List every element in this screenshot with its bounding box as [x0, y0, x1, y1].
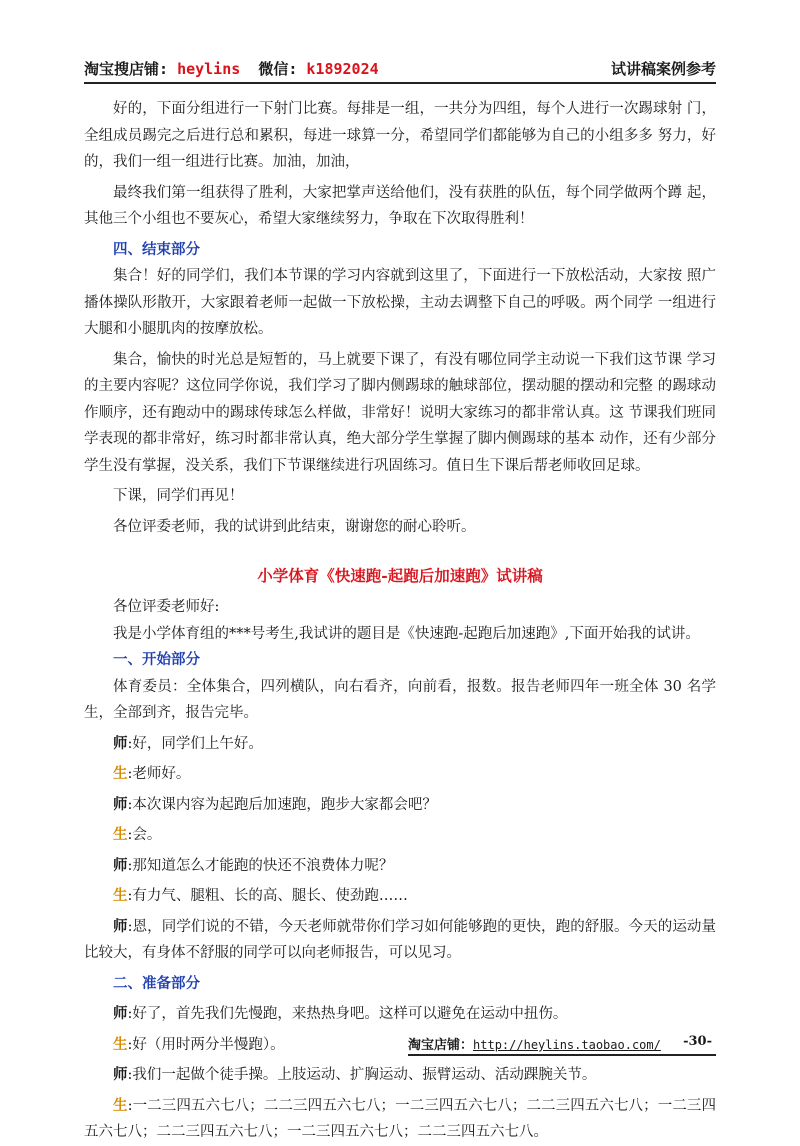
body-paragraph: 下课，同学们再见！	[113, 488, 244, 504]
section-heading-prep: 二、准备部分	[113, 974, 200, 992]
dialogue-line	[84, 822, 716, 849]
speaker-teacher: 师	[113, 795, 128, 813]
dialogue-line	[84, 1093, 716, 1146]
greeting: 各位评委老师好:	[113, 599, 220, 615]
dialogue-block	[84, 731, 716, 967]
header-wechat-id: k1892024	[306, 60, 379, 78]
speaker-teacher: 师	[113, 734, 128, 752]
dialogue-text: :那知道怎么才能跑的快还不浪费体力呢？	[127, 857, 394, 874]
speaker-teacher: 师	[113, 917, 128, 935]
dialogue-text: :一二三四五六七八；二二三四五六七八；一二三四五六七八；二二三四五六七八；一二三四五六七八；二二三四五六七八；一二三四五六七八；二二三四五六七八。	[84, 1097, 716, 1140]
section-heading-end: 四、结束部分	[113, 240, 200, 258]
speaker-student: 生	[113, 765, 128, 782]
document-body	[84, 96, 716, 1146]
footer-shop-link[interactable]: http://heylins.taobao.com/	[473, 1038, 661, 1052]
body-paragraph: 集合！好的同学们，我们本节课的学习内容就到这里了，下面进行一下放松活动，大家按 照广播体操队形散开，大家跟着老师一起做一下放松操，主动去调整下自己的呼吸。两个同学 一组进行大腿和小腿肌肉的按摩放松。	[84, 268, 716, 337]
dialogue-text: :我们一起做个徒手操。上肢运动、扩胸运动、振臂运动、活动踝腕关节。	[127, 1067, 597, 1083]
dialogue-text: :会。	[127, 827, 162, 843]
footer-label: 淘宝店铺：	[408, 1038, 474, 1053]
document-title: 小学体育《快速跑-起跑后加速跑》试讲稿	[257, 566, 543, 585]
speaker-student: 生	[113, 826, 128, 843]
intro-paragraph: 我是小学体育组的***号考生,我试讲的题目是《快速跑-起跑后加速跑》,下面开始我的试讲。	[113, 625, 700, 642]
speaker-student: 生	[113, 1096, 128, 1114]
header-shop-label: 淘宝搜店铺:	[84, 60, 178, 78]
dialogue-line	[84, 914, 716, 967]
section-heading-start: 一、开始部分	[113, 651, 200, 668]
body-paragraph: 各位评委老师，我的试讲到此结束，谢谢您的耐心聆听。	[113, 518, 476, 535]
page-number: -30-	[683, 1034, 712, 1049]
dialogue-text: :好（用时两分半慢跑）。	[127, 1036, 285, 1053]
dialogue-text: :恩，同学们说的不错，今天老师就带你们学习如何能够跑的更快，跑的舒服。今天的运动量比较大，有身体不舒服的同学可以向老师报告，可以见习。	[84, 918, 716, 961]
dialogue-text: :老师好。	[127, 766, 191, 782]
dialogue-line	[84, 1062, 716, 1089]
header-shop-name: heylins	[177, 60, 241, 78]
dialogue-text: :本次课内容为起跑后加速跑，跑步大家都会吧？	[127, 796, 437, 813]
dialogue-text: :好了，首先我们先慢跑，来热热身吧。这样可以避免在运动中扭伤。	[127, 1006, 568, 1022]
speaker-student: 生	[113, 1035, 128, 1053]
header-doc-type: 试讲稿案例参考	[610, 60, 716, 78]
dialogue-line	[84, 1001, 716, 1028]
header-wechat-label: 微信:	[240, 60, 307, 78]
header-shop-info	[84, 58, 379, 79]
body-paragraph: 最终我们第一组获得了胜利，大家把掌声送给他们，没有获胜的队伍，每个同学做两个蹲 起，其他三个小组也不要灰心，希望大家继续努力，争取在下次取得胜利！	[84, 184, 716, 227]
body-paragraph: 好的，下面分组进行一下射门比赛。每排是一组，一共分为四组，每个人进行一次踢球射 门，全组成员踢完之后进行总和累积，每进一球算一分，希望同学们都能够为自己的小组多多 努力，好的，我们一组一组进行比赛。加油，加油，	[84, 101, 716, 170]
dialogue-line	[84, 761, 716, 788]
dialogue-line	[84, 731, 716, 758]
dialogue-text: :好，同学们上午好。	[127, 735, 263, 752]
page-header	[84, 54, 716, 84]
dialogue-text: :有力气、腿粗、长的高、腿长、使劲跑……	[127, 888, 408, 904]
speaker-teacher: 师	[113, 856, 128, 874]
dialogue-block	[84, 1001, 716, 1146]
page-footer	[408, 1034, 716, 1056]
dialogue-line	[84, 792, 716, 819]
dialogue-line	[84, 883, 716, 910]
report-paragraph: 体育委员：全体集合，四列横队，向右看齐，向前看，报数。报告老师四年一班全体 30 名学生，全部到齐，报告完毕。	[84, 678, 716, 721]
body-paragraph: 集合，愉快的时光总是短暂的，马上就要下课了，有没有哪位同学主动说一下我们这节课 学习的主要内容呢？这位同学你说，我们学习了脚内侧踢球的触球部位，摆动腿的摆动和完整 的踢球动作顺序，还有跑动中的踢球传球怎么样做，非常好！说明大家练习的都非常认真。这 节课我们班同学表现的都非常好，练习时都非常认真，绝大部分学生掌握了脚内侧踢球的基本 动作，还有少部分学生没有掌握，没关系，我们下节课继续进行巩固练习。值日生下课后帮老师收回足球。	[84, 351, 716, 474]
speaker-teacher: 师	[113, 1066, 128, 1083]
speaker-teacher: 师	[113, 1005, 128, 1022]
speaker-student: 生	[113, 887, 128, 904]
dialogue-line	[84, 853, 716, 880]
